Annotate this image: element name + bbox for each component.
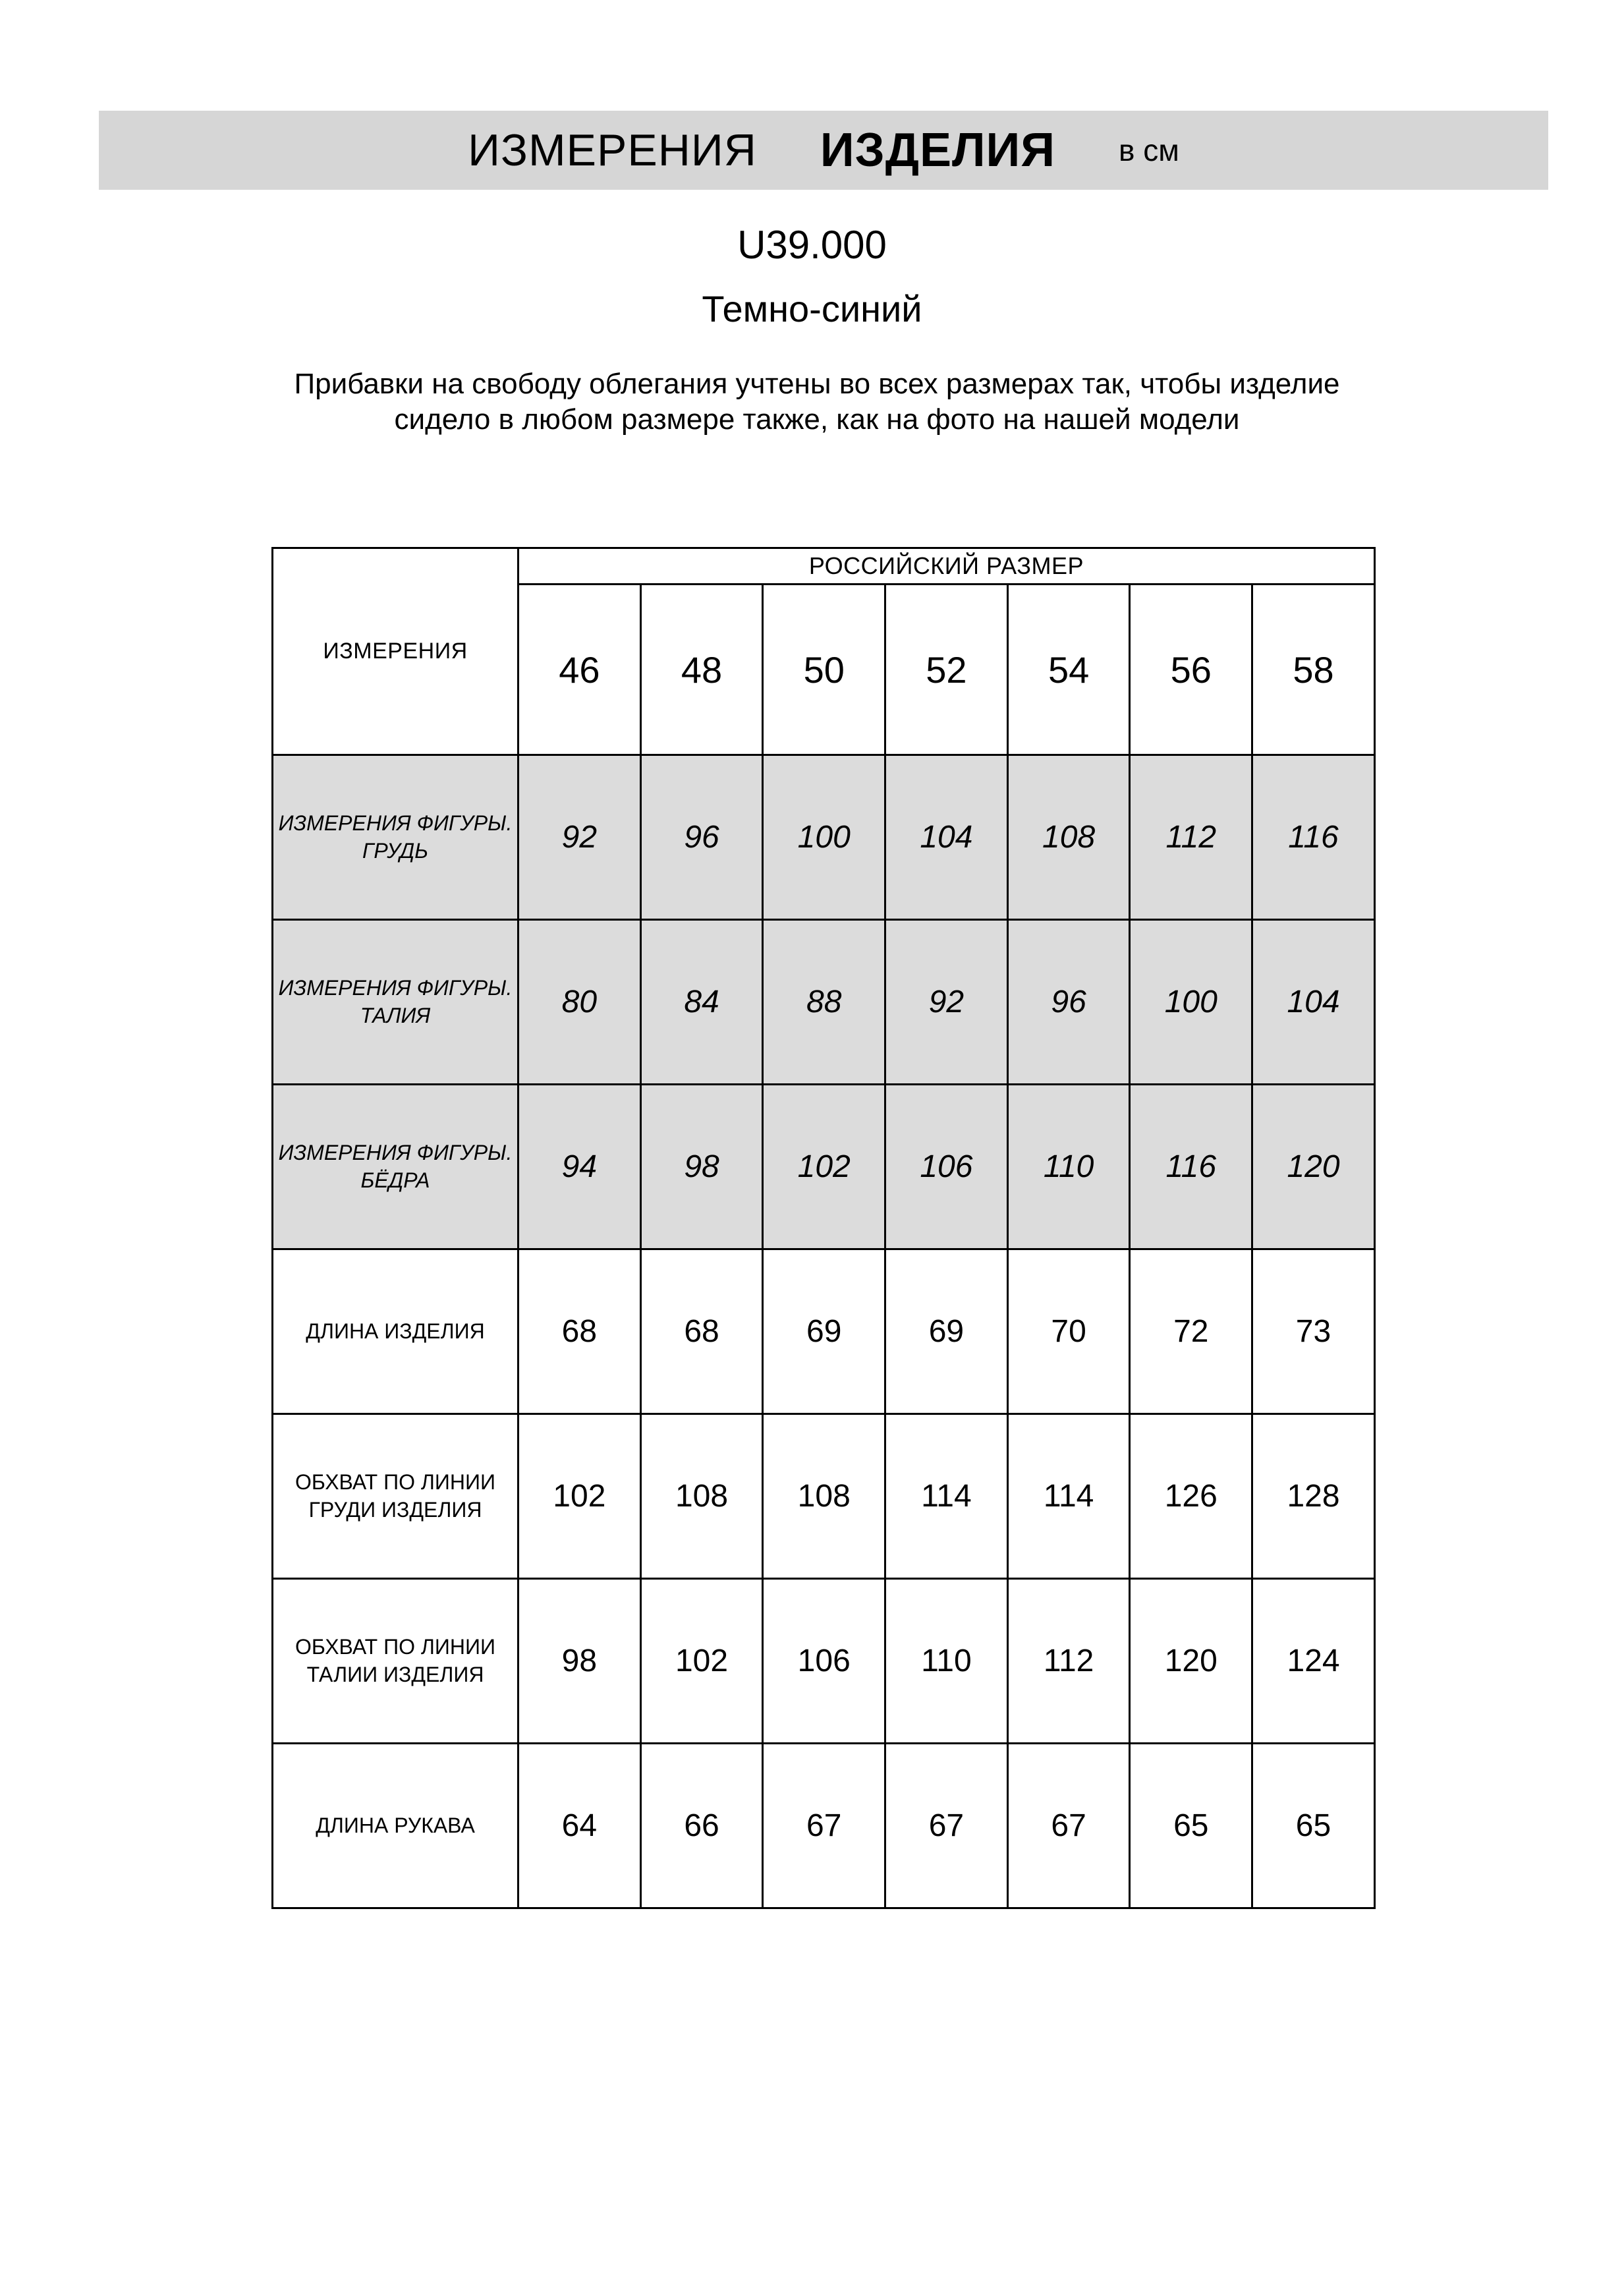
cell-value: 126 — [1130, 1414, 1252, 1579]
table-header-region-row — [273, 548, 1375, 585]
cell-value: 67 — [885, 1744, 1008, 1908]
table-row — [273, 1579, 1375, 1744]
cell-value: 67 — [763, 1744, 885, 1908]
header-measurements-label: ИЗМЕРЕНИЯ — [273, 548, 518, 755]
cell-value: 106 — [885, 1085, 1008, 1249]
table-row — [273, 1414, 1375, 1579]
cell-value: 68 — [640, 1249, 763, 1414]
cell-value: 102 — [518, 1414, 641, 1579]
cell-value: 124 — [1252, 1579, 1375, 1744]
cell-value: 110 — [1007, 1085, 1130, 1249]
header-size-50: 50 — [763, 585, 885, 755]
table-row — [273, 1085, 1375, 1249]
cell-value: 66 — [640, 1744, 763, 1908]
header-size-48: 48 — [640, 585, 763, 755]
header-russian-size-label: РОССИЙСКИЙ РАЗМЕР — [518, 548, 1375, 585]
cell-value: 114 — [1007, 1414, 1130, 1579]
cell-value: 128 — [1252, 1414, 1375, 1579]
color-name: Темно-синий — [702, 288, 922, 329]
cell-value: 110 — [885, 1579, 1008, 1744]
table-row — [273, 920, 1375, 1085]
cell-value: 67 — [1007, 1744, 1130, 1908]
cell-value: 94 — [518, 1085, 641, 1249]
cell-value: 114 — [885, 1414, 1008, 1579]
banner-units-label: в см — [1119, 133, 1179, 167]
cell-value: 84 — [640, 920, 763, 1085]
cell-value: 65 — [1252, 1744, 1375, 1908]
cell-value: 104 — [885, 755, 1008, 920]
cell-value: 64 — [518, 1744, 641, 1908]
table-row — [273, 1249, 1375, 1414]
title-banner — [99, 111, 1548, 190]
cell-value: 70 — [1007, 1249, 1130, 1414]
banner-title-regular: ИЗМЕРЕНИЯ — [468, 125, 757, 175]
cell-value: 69 — [885, 1249, 1008, 1414]
row-label: ИЗМЕРЕНИЯ ФИГУРЫ. ТАЛИЯ — [273, 920, 518, 1085]
cell-value: 104 — [1252, 920, 1375, 1085]
row-label: ОБХВАТ ПО ЛИНИИ ТАЛИИ ИЗДЕЛИЯ — [273, 1579, 518, 1744]
cell-value: 69 — [763, 1249, 885, 1414]
table-row — [273, 755, 1375, 920]
row-label: ДЛИНА ИЗДЕЛИЯ — [273, 1249, 518, 1414]
cell-value: 102 — [640, 1579, 763, 1744]
header-size-46: 46 — [518, 585, 641, 755]
cell-value: 88 — [763, 920, 885, 1085]
cell-value: 68 — [518, 1249, 641, 1414]
cell-value: 108 — [763, 1414, 885, 1579]
cell-value: 102 — [763, 1085, 885, 1249]
cell-value: 98 — [518, 1579, 641, 1744]
cell-value: 92 — [518, 755, 641, 920]
cell-value: 92 — [885, 920, 1008, 1085]
cell-value: 72 — [1130, 1249, 1252, 1414]
cell-value: 106 — [763, 1579, 885, 1744]
row-label: ИЗМЕРЕНИЯ ФИГУРЫ. ГРУДЬ — [273, 755, 518, 920]
cell-value: 108 — [1007, 755, 1130, 920]
cell-value: 112 — [1130, 755, 1252, 920]
cell-value: 65 — [1130, 1744, 1252, 1908]
article-code: U39.000 — [737, 223, 887, 267]
cell-value: 120 — [1252, 1085, 1375, 1249]
cell-value: 100 — [1130, 920, 1252, 1085]
fit-note: Прибавки на свободу облегания учтены во всех размерах так, чтобы изделие сидело в любом размере также, как на фото на нашей модели — [294, 368, 1340, 436]
cell-value: 98 — [640, 1085, 763, 1249]
header-size-54: 54 — [1007, 585, 1130, 755]
cell-value: 112 — [1007, 1579, 1130, 1744]
row-label: ДЛИНА РУКАВА — [273, 1744, 518, 1908]
cell-value: 100 — [763, 755, 885, 920]
cell-value: 96 — [1007, 920, 1130, 1085]
table-head — [273, 548, 1375, 755]
row-label: ОБХВАТ ПО ЛИНИИ ГРУДИ ИЗДЕЛИЯ — [273, 1414, 518, 1579]
cell-value: 120 — [1130, 1579, 1252, 1744]
header-size-52: 52 — [885, 585, 1008, 755]
cell-value: 96 — [640, 755, 763, 920]
table-row — [273, 1744, 1375, 1908]
table-body — [273, 755, 1375, 1908]
header-size-58: 58 — [1252, 585, 1375, 755]
size-chart-table — [271, 547, 1376, 1909]
cell-value: 108 — [640, 1414, 763, 1579]
cell-value: 116 — [1252, 755, 1375, 920]
cell-value: 116 — [1130, 1085, 1252, 1249]
row-label: ИЗМЕРЕНИЯ ФИГУРЫ. БЁДРА — [273, 1085, 518, 1249]
header-size-56: 56 — [1130, 585, 1252, 755]
cell-value: 73 — [1252, 1249, 1375, 1414]
banner-title-bold: ИЗДЕЛИЯ — [820, 124, 1056, 177]
cell-value: 80 — [518, 920, 641, 1085]
